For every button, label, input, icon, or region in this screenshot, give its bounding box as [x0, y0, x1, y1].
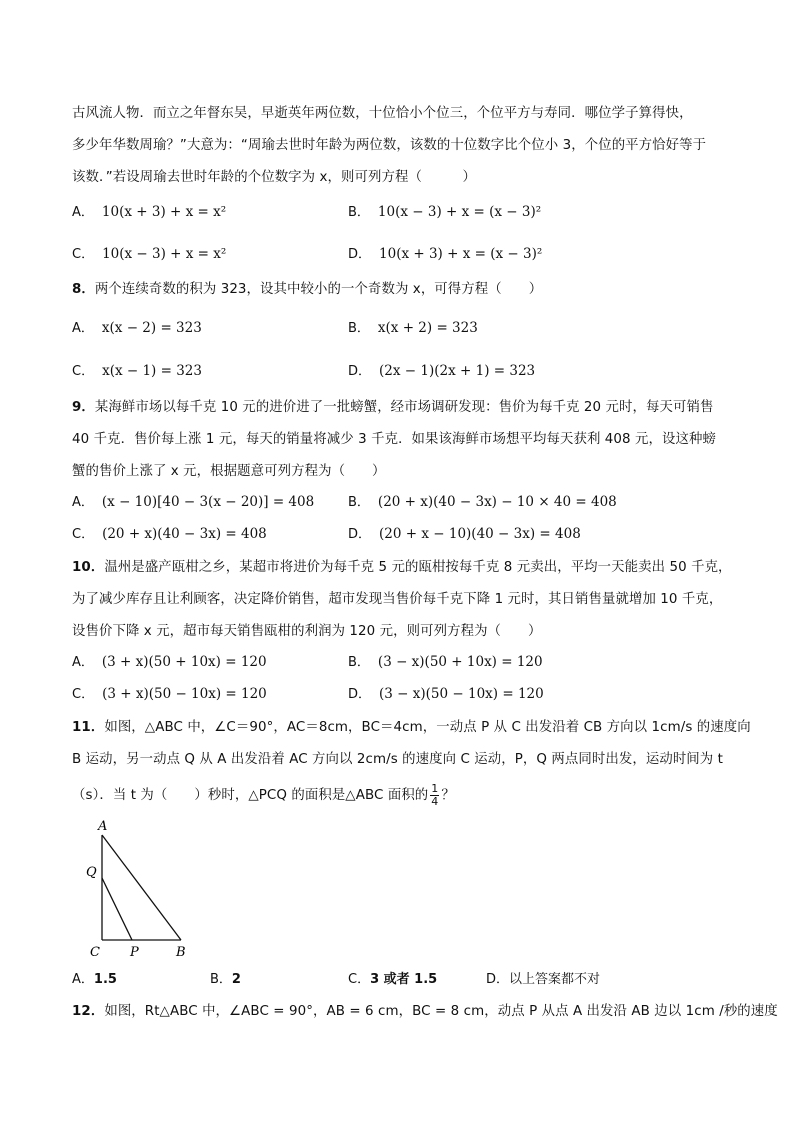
- label-a: A: [98, 819, 108, 834]
- q7-line-1: 古风流人物．而立之年督东吴，早逝英年两位数，十位恰小个位三，个位平方与寿同．哪位学子算得快，: [72, 106, 693, 121]
- q8-option-d: D． (2x − 1)(2x + 1) = 323: [348, 363, 536, 379]
- q9-option-b: B． (20 + x)(40 − 3x) − 10 × 40 = 408: [348, 494, 617, 510]
- q8-option-b: B． x(x + 2) = 323: [348, 320, 478, 336]
- q10-option-d: D． (3 − x)(50 − 10x) = 120: [348, 686, 544, 702]
- q8-option-c: C． x(x − 1) = 323: [72, 363, 202, 379]
- q7-option-b: B． 10(x − 3) + x = (x − 3)²: [348, 204, 542, 220]
- q11-option-b: B．2: [210, 972, 241, 987]
- q9-option-d: D． (20 + x − 10)(40 − 3x) = 408: [348, 526, 581, 542]
- q8-stem: 两个连续奇数的积为 323，设其中较小的一个奇数为 x，可得方程（ ）: [94, 282, 543, 297]
- q11-line-1: 如图，△ABC 中，∠C＝90°，AC＝8cm，BC＝4cm，一动点 P 从 C 出发沿着 CB 方向以 1cm/s 的速度向: [104, 720, 751, 735]
- q7-option-d: D． 10(x + 3) + x = (x − 3)²: [348, 246, 543, 262]
- question-12-text: [72, 996, 778, 1028]
- q12-number: 12．: [72, 1004, 105, 1019]
- q10-option-a: A． (3 + x)(50 + 10x) = 120: [72, 654, 267, 670]
- q9-line-3: 蟹的售价上涨了 x 元，根据题意可列方程为（ ）: [72, 464, 386, 479]
- q10-number: 10．: [72, 560, 105, 575]
- q11-line-2: B 运动，另一动点 Q 从 A 出发沿着 AC 方向以 2cm/s 的速度向 C 运动，P，Q 两点同时出发，运动时间为 t: [72, 752, 723, 767]
- q10-option-b: B． (3 − x)(50 + 10x) = 120: [348, 654, 543, 670]
- q10-option-c: C． (3 + x)(50 − 10x) = 120: [72, 686, 267, 702]
- q9-number: 9．: [72, 400, 95, 415]
- fraction-one-quarter: $\frac{1}{4}$: [431, 781, 439, 808]
- q11-option-c: C．3 或者 1.5: [348, 972, 438, 987]
- q11-option-a: A．1.5: [72, 972, 117, 987]
- question-9-text: [72, 392, 732, 488]
- label-b: B: [176, 945, 186, 960]
- segment-qp: [102, 878, 132, 940]
- q11-option-d: D．以上答案都不对: [486, 972, 601, 987]
- q7-option-c: C． 10(x − 3) + x = x²: [72, 246, 227, 262]
- q12-line-1: 如图，Rt△ABC 中，∠ABC = 90°，AB = 6 cm，BC = 8 cm，动点 P 从点 A 出发沿 AB 边以 1cm /秒的速度: [104, 1004, 778, 1019]
- q8-option-a: A． x(x − 2) = 323: [72, 320, 202, 336]
- q10-line-3: 设售价下降 x 元，超市每天销售瓯柑的利润为 120 元，则可列方程为（ ）: [72, 624, 542, 639]
- label-c: C: [90, 945, 100, 960]
- q9-line-1: 某海鲜市场以每千克 10 元的进价进了一批螃蟹，经市场调研发现：售价为每千克 20 元时，每天可销售: [94, 400, 714, 415]
- q11-line-3: （s）．当 t 为（ ）秒时，△PCQ 的面积是△ABC 面积的: [72, 788, 429, 803]
- label-q: Q: [86, 865, 97, 880]
- question-10-text: [72, 552, 732, 648]
- question-8-text: [72, 274, 732, 306]
- side-ab: [102, 835, 181, 940]
- question-11-text: 11．如图，△ABC 中，∠C＝90°，AC＝8cm，BC＝4cm，一动点 P 从 C 出发沿着 CB 方向以 1cm/s 的速度向 B 运动，另一动点 Q 从 A 出发沿着 AC 方向以 2cm/s 的速度向 C 运动，P，Q 两点同时出发，运动时间为 t （s）．当 t 为（ ）秒时，△PCQ 的面积是△ABC 面积的 $\frac{1}{4}$ ？: [72, 720, 751, 808]
- question-7-text: [72, 98, 732, 194]
- q10-line-2: 为了减少库存且让利顾客，决定降价销售，超市发现当售价每千克下降 1 元时，其日销售量就增加 10 千克，: [72, 592, 723, 607]
- q10-line-1: 温州是盛产瓯柑之乡，某超市将进价为每千克 5 元的瓯柑按每千克 8 元卖出，平均一天能卖出 50 千克，: [104, 560, 732, 575]
- q9-option-c: C． (20 + x)(40 − 3x) = 408: [72, 526, 267, 542]
- triangle-figure: [84, 818, 194, 963]
- q7-option-a: A． 10(x + 3) + x = x²: [72, 204, 227, 220]
- q11-number: 11．: [72, 720, 105, 735]
- q9-option-a: A． (x − 10)[40 − 3(x − 20)] = 408: [72, 494, 315, 510]
- q8-number: 8．: [72, 282, 95, 297]
- label-p: P: [130, 945, 139, 960]
- q7-line-3: 该数．”若设周瑜去世时年龄的个位数字为 x，则可列方程（ ）: [72, 170, 476, 185]
- q9-line-2: 40 千克．售价每上涨 1 元，每天的销量将减少 3 千克．如果该海鲜市场想平均每天获利 408 元，设这种螃: [72, 432, 716, 447]
- q7-line-2: 多少年华数周瑜？”大意为：“周瑜去世时年龄为两位数，该数的十位数字比个位小 3，个位的平方恰好等于: [72, 138, 707, 153]
